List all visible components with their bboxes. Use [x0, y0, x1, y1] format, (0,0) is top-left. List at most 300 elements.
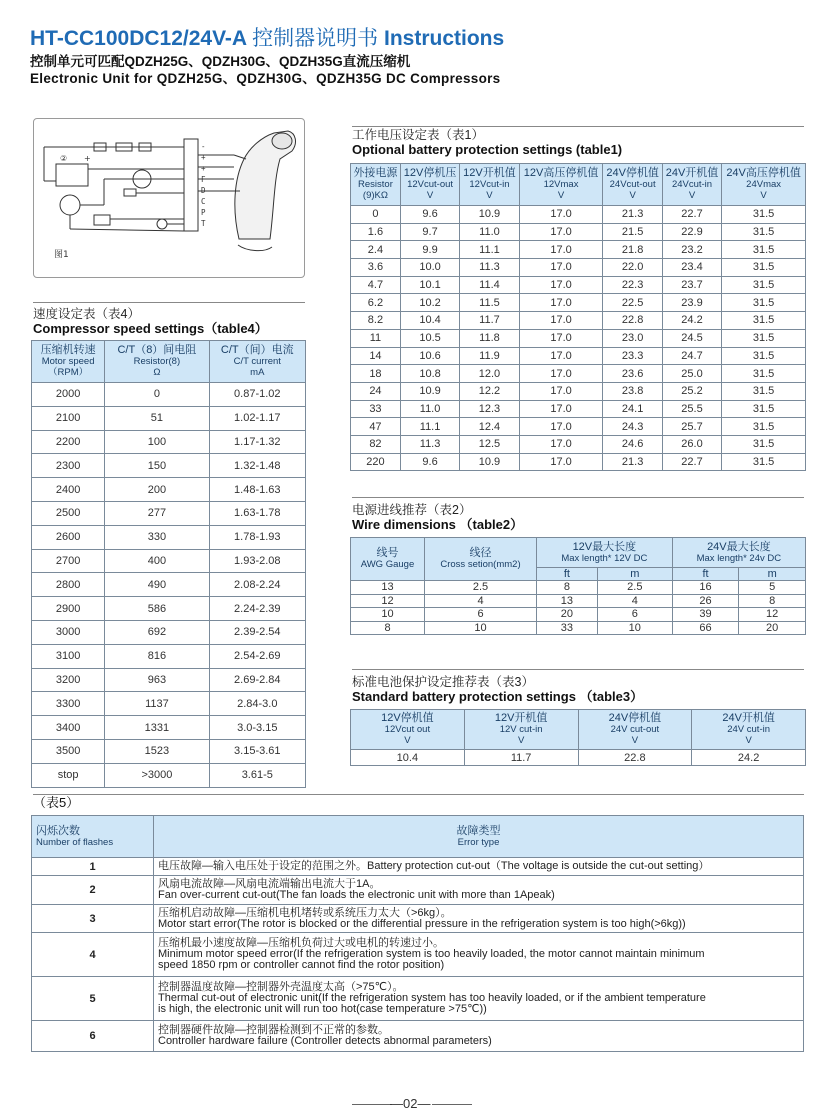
header-cell: 故障类型 Error type	[154, 816, 804, 858]
table-cell: 24.3	[603, 418, 662, 436]
table-cell: 22.7	[662, 206, 721, 224]
flash-count: 2	[32, 876, 154, 905]
header-cell: 压缩机转速 Motor speed （RPM）	[32, 341, 105, 383]
terminal-label: +	[201, 153, 206, 162]
table-cell: 2.4	[351, 241, 401, 259]
table-cell: 3.0-3.15	[209, 716, 305, 740]
divider	[33, 794, 804, 795]
table-cell: 10.6	[400, 347, 459, 365]
table-row	[32, 597, 306, 621]
table-cell: 2000	[32, 383, 105, 407]
table-cell: 18	[351, 365, 401, 383]
wiring-diagram	[33, 118, 305, 278]
table-cell: 10.5	[400, 329, 459, 347]
table-cell: 2500	[32, 501, 105, 525]
table-cell: 31.5	[722, 347, 806, 365]
table-cell: 26.0	[662, 435, 721, 453]
table-cell: 2.54-2.69	[209, 644, 305, 668]
table-cell: 21.5	[603, 223, 662, 241]
terminal-label: -	[201, 142, 206, 151]
table-cell: 31.5	[722, 206, 806, 224]
error-description: 风扇电流故障—风扇电流端输出电流大于1A。 Fan over-current cut-out(The fan loads the electronic unit with more than 1Apeak)	[154, 876, 804, 905]
table-cell: 9.9	[400, 241, 459, 259]
fan-shape	[60, 195, 80, 215]
table-cell: 10.2	[400, 294, 459, 312]
table-cell: 100	[105, 430, 209, 454]
table-row	[32, 478, 306, 502]
table-cell: 8	[537, 581, 598, 595]
divider	[33, 302, 305, 303]
table-row	[351, 223, 806, 241]
table-cell: 963	[105, 668, 209, 692]
table-cell: 2.5	[425, 581, 537, 595]
table-cell: 31.5	[722, 365, 806, 383]
table-cell: 20	[739, 621, 806, 635]
table-cell: 14	[351, 347, 401, 365]
table-cell: 24.7	[662, 347, 721, 365]
table-cell: 2600	[32, 525, 105, 549]
header-cell: 外接电源 Resistor (9)KΩ	[351, 164, 401, 206]
table-row	[32, 430, 306, 454]
divider	[432, 1104, 472, 1105]
table-cell: 0.87-1.02	[209, 383, 305, 407]
table4-title-en: Compressor speed settings（table4）	[33, 321, 268, 336]
table-cell: 17.0	[519, 453, 603, 471]
table-row	[32, 1021, 804, 1052]
table-cell: 17.0	[519, 259, 603, 277]
table-cell: 3200	[32, 668, 105, 692]
table-cell: 47	[351, 418, 401, 436]
table-cell: 31.5	[722, 223, 806, 241]
table-cell: stop	[32, 763, 105, 787]
table-cell: 9.6	[400, 453, 459, 471]
terminal-block	[184, 139, 198, 231]
table-row	[32, 549, 306, 573]
header-cell: 24V停机值 24V cut-out V	[578, 710, 692, 750]
table-cell: 17.0	[519, 418, 603, 436]
flash-count: 6	[32, 1021, 154, 1052]
header-cell: 12V最大长度 Max length* 12V DC	[537, 538, 673, 568]
table-cell: 3.6	[351, 259, 401, 277]
header-cell: 24V最大长度 Max length* 24v DC	[672, 538, 805, 568]
table-row	[351, 259, 806, 277]
unit-cell: ft	[672, 568, 739, 581]
table-cell: 17.0	[519, 241, 603, 259]
table-cell: 31.5	[722, 418, 806, 436]
table-cell: 8.2	[351, 312, 401, 330]
table-row	[351, 581, 806, 595]
table-cell: 1.32-1.48	[209, 454, 305, 478]
table-cell: 17.0	[519, 329, 603, 347]
table-cell: 10.4	[351, 750, 465, 766]
table-cell: 31.5	[722, 382, 806, 400]
table-row	[32, 501, 306, 525]
table-cell: 2800	[32, 573, 105, 597]
divider	[352, 497, 804, 498]
table-row	[351, 435, 806, 453]
table-row	[32, 454, 306, 478]
table-cell: 13	[537, 594, 598, 608]
table4-title-cn: 速度设定表（表4）	[33, 307, 140, 321]
table-cell: 3.15-3.61	[209, 739, 305, 763]
table-cell: 31.5	[722, 400, 806, 418]
error-description: 控制器硬件故障—控制器检测到不正常的参数。 Controller hardware failure (Controller detects abnormal parameters)	[154, 1021, 804, 1052]
table-cell: 22.8	[578, 750, 692, 766]
table4	[31, 340, 306, 788]
table-cell: 10.9	[400, 382, 459, 400]
table-cell: 31.5	[722, 241, 806, 259]
table-cell: 10	[597, 621, 672, 635]
table-cell: 10.0	[400, 259, 459, 277]
table-row	[32, 716, 306, 740]
table-cell: 11.0	[400, 400, 459, 418]
table-cell: 2.69-2.84	[209, 668, 305, 692]
table-cell: 1331	[105, 716, 209, 740]
table-cell: 692	[105, 620, 209, 644]
table-row	[32, 383, 306, 407]
table-cell: 2.84-3.0	[209, 692, 305, 716]
wiring-diagram-svg	[34, 119, 304, 277]
table-cell: 17.0	[519, 382, 603, 400]
table-cell: 1.93-2.08	[209, 549, 305, 573]
table-cell: 23.4	[662, 259, 721, 277]
page-number: —02—	[390, 1096, 431, 1111]
table-row	[351, 276, 806, 294]
table-cell: 82	[351, 435, 401, 453]
table-cell: 0	[351, 206, 401, 224]
page-title	[30, 22, 504, 52]
flash-count: 1	[32, 858, 154, 876]
table-cell: 330	[105, 525, 209, 549]
table-cell: 2.08-2.24	[209, 573, 305, 597]
subtitle-cn: 控制单元可匹配QDZH25G、QDZH30G、QDZH35G直流压缩机	[30, 54, 411, 69]
table-row	[351, 594, 806, 608]
error-description: 控制器温度故障—控制器外壳温度太高（>75℃）。 Thermal cut-out of electronic unit(If the refrigeration system has too heavily loaded, or if the ambient temperature is high, the electronic unit will run too hot(case temperature >75℃))	[154, 977, 804, 1021]
table-cell: 1.6	[351, 223, 401, 241]
table-cell: 24.6	[603, 435, 662, 453]
table-cell: 3400	[32, 716, 105, 740]
table-row	[351, 329, 806, 347]
table2-title-en: Wire dimensions （table2）	[352, 517, 524, 532]
table-cell: 11	[351, 329, 401, 347]
table3-heading	[352, 675, 643, 704]
table-row	[32, 525, 306, 549]
table-cell: 16	[672, 581, 739, 595]
table-cell: 21.8	[603, 241, 662, 259]
table-cell: 1523	[105, 739, 209, 763]
table-row	[32, 858, 804, 876]
table-cell: 11.7	[464, 750, 578, 766]
table-cell: 12	[351, 594, 425, 608]
table-cell: 2700	[32, 549, 105, 573]
svg-text:②: ②	[60, 154, 68, 163]
table-cell: 11.8	[460, 329, 519, 347]
table1-heading	[352, 128, 622, 157]
table-row	[351, 608, 806, 622]
table-cell: 23.7	[662, 276, 721, 294]
table-cell: 10.8	[400, 365, 459, 383]
table-cell: 17.0	[519, 435, 603, 453]
table-cell: 23.6	[603, 365, 662, 383]
table-cell: 12	[739, 608, 806, 622]
table-cell: 5	[739, 581, 806, 595]
table-cell: 4.7	[351, 276, 401, 294]
table-cell: 2200	[32, 430, 105, 454]
table-row	[32, 763, 306, 787]
table-cell: 3000	[32, 620, 105, 644]
table-row	[32, 406, 306, 430]
title-cn: 控制器说明书	[252, 27, 379, 50]
table1-title-cn: 工作电压设定表（表1）	[352, 128, 484, 142]
table-cell: 10.9	[460, 206, 519, 224]
flash-count: 4	[32, 933, 154, 977]
table-cell: 11.1	[460, 241, 519, 259]
table-cell: 21.3	[603, 206, 662, 224]
table-row	[351, 241, 806, 259]
flash-count: 5	[32, 977, 154, 1021]
table-cell: 21.3	[603, 453, 662, 471]
table-cell: 12.3	[460, 400, 519, 418]
flash-count: 3	[32, 905, 154, 933]
table-cell: 8	[351, 621, 425, 635]
table-row	[351, 382, 806, 400]
table-cell: 22.3	[603, 276, 662, 294]
svg-text:+: +	[84, 154, 91, 163]
table-row	[351, 347, 806, 365]
table-row	[351, 312, 806, 330]
error-description: 压缩机最小速度故障—压缩机负荷过大或电机的转速过小。 Minimum motor speed error(If the refrigeration system is too heavily loaded, the motor cannot maintain minimum speed 1850 rpm or controller cannot find the rotor position)	[154, 933, 804, 977]
terminal-label: +	[201, 164, 206, 173]
table-cell: 26	[672, 594, 739, 608]
header-cell: 线号 AWG Gauge	[351, 538, 425, 581]
header-cell: 24V开机值 24V cut-in V	[692, 710, 806, 750]
table-cell: 3100	[32, 644, 105, 668]
table-cell: 22.7	[662, 453, 721, 471]
table3	[350, 709, 806, 766]
table-cell: 66	[672, 621, 739, 635]
table-cell: 2100	[32, 406, 105, 430]
header-cell: 12V停机值 12Vcut out V	[351, 710, 465, 750]
table-cell: 22.0	[603, 259, 662, 277]
table-row	[351, 453, 806, 471]
table-cell: 6	[425, 608, 537, 622]
table-cell: 10	[425, 621, 537, 635]
table-cell: 23.0	[603, 329, 662, 347]
table-cell: 22.9	[662, 223, 721, 241]
header-cell: 24V停机值 24Vcut-out V	[603, 164, 662, 206]
table-cell: 1.17-1.32	[209, 430, 305, 454]
table3-title-en: Standard battery protection settings （table3）	[352, 689, 644, 704]
unit-cell: m	[597, 568, 672, 581]
table-cell: 277	[105, 501, 209, 525]
divider	[352, 669, 804, 670]
table-row	[32, 977, 804, 1021]
unit-cell: m	[739, 568, 806, 581]
table5-heading	[33, 795, 79, 810]
table-cell: 11.1	[400, 418, 459, 436]
table-cell: 25.5	[662, 400, 721, 418]
table-cell: 20	[537, 608, 598, 622]
table-cell: 1.63-1.78	[209, 501, 305, 525]
table-cell: 3300	[32, 692, 105, 716]
table-cell: 1.48-1.63	[209, 478, 305, 502]
table-cell: 12.5	[460, 435, 519, 453]
figure-caption: 图1	[54, 250, 69, 260]
table-cell: 17.0	[519, 312, 603, 330]
table-row	[351, 621, 806, 635]
table-cell: 6.2	[351, 294, 401, 312]
table3-title-cn: 标准电池保护设定推荐表（表3）	[352, 675, 534, 689]
table-cell: 490	[105, 573, 209, 597]
unit-cell: ft	[537, 568, 598, 581]
table-cell: 2.39-2.54	[209, 620, 305, 644]
table-cell: 11.9	[460, 347, 519, 365]
table-cell: 816	[105, 644, 209, 668]
table-cell: 0	[105, 383, 209, 407]
header-cell: 24V开机值 24Vcut-in V	[662, 164, 721, 206]
subtitle-en: Electronic Unit for QDZH25G、QDZH30G、QDZH35G DC Compressors	[30, 71, 501, 86]
table-row	[32, 933, 804, 977]
divider	[352, 1104, 392, 1105]
table-row	[351, 206, 806, 224]
table-row	[32, 644, 306, 668]
table-cell: 2900	[32, 597, 105, 621]
table-cell: 12.2	[460, 382, 519, 400]
table-cell: 220	[351, 453, 401, 471]
divider	[352, 126, 804, 127]
table-cell: 9.7	[400, 223, 459, 241]
error-description: 电压故障—输入电压处于设定的范围之外。Battery protection cut-out（The voltage is outside the cut-out setting）	[154, 858, 804, 876]
table-cell: 6	[597, 608, 672, 622]
table-cell: 10.1	[400, 276, 459, 294]
table-cell: 24.2	[692, 750, 806, 766]
table-cell: 23.3	[603, 347, 662, 365]
table-row	[32, 573, 306, 597]
error-description: 压缩机启动故障—压缩机电机堵转或系统压力太大（>6kg）。 Motor start error(The rotor is blocked or the differential pressure in the refrigeration system is too high(>6kg))	[154, 905, 804, 933]
table-cell: 11.7	[460, 312, 519, 330]
table-cell: 33	[351, 400, 401, 418]
table-cell: 31.5	[722, 294, 806, 312]
table-cell: 4	[425, 594, 537, 608]
table-cell: 31.5	[722, 453, 806, 471]
table-cell: 2.5	[597, 581, 672, 595]
table-row	[32, 620, 306, 644]
table-cell: 2400	[32, 478, 105, 502]
table-cell: 17.0	[519, 223, 603, 241]
header-cell: C/T（间）电流 C/T current mA	[209, 341, 305, 383]
header-cell: 12V开机值 12V cut-in V	[464, 710, 578, 750]
table-cell: 4	[597, 594, 672, 608]
table-row	[32, 876, 804, 905]
table-cell: 12.0	[460, 365, 519, 383]
table1	[350, 163, 806, 471]
table-cell: 25.0	[662, 365, 721, 383]
header-cell: 12V高压停机值 12Vmax V	[519, 164, 603, 206]
table-cell: 11.4	[460, 276, 519, 294]
table-cell: 3.61-5	[209, 763, 305, 787]
table-cell: 22.8	[603, 312, 662, 330]
table-cell: 17.0	[519, 400, 603, 418]
table-cell: 1.78-1.93	[209, 525, 305, 549]
table-cell: 13	[351, 581, 425, 595]
header-cell: 24V高压停机值 24Vmax V	[722, 164, 806, 206]
table-cell: 22.5	[603, 294, 662, 312]
table-cell: 586	[105, 597, 209, 621]
terminal-label: D	[201, 186, 206, 195]
table1-title-en: Optional battery protection settings (table1)	[352, 142, 623, 157]
table-cell: 2300	[32, 454, 105, 478]
table-cell: 3500	[32, 739, 105, 763]
header-cell: 12V开机值 12Vcut-in V	[460, 164, 519, 206]
table-cell: 31.5	[722, 276, 806, 294]
model-number: HT-CC100DC12/24V-A	[30, 27, 247, 50]
table-cell: 8	[739, 594, 806, 608]
table-cell: 1137	[105, 692, 209, 716]
table-cell: 400	[105, 549, 209, 573]
table5	[31, 815, 804, 1052]
table-cell: 24.2	[662, 312, 721, 330]
table-cell: 10	[351, 608, 425, 622]
table-cell: 2.24-2.39	[209, 597, 305, 621]
table4-heading	[33, 307, 268, 336]
table-cell: 33	[537, 621, 598, 635]
table2-heading	[352, 503, 523, 532]
table-cell: 11.5	[460, 294, 519, 312]
table-cell: 200	[105, 478, 209, 502]
table-cell: 10.4	[400, 312, 459, 330]
table-cell: 25.2	[662, 382, 721, 400]
table-cell: 25.7	[662, 418, 721, 436]
table-cell: 11.0	[460, 223, 519, 241]
table-cell: 23.2	[662, 241, 721, 259]
table-cell: 17.0	[519, 276, 603, 294]
header-cell: 闪烁次数 Number of flashes	[32, 816, 154, 858]
table-cell: 12.4	[460, 418, 519, 436]
terminal-label: T	[201, 219, 206, 228]
header-cell: 线径 Cross setion(mm2)	[425, 538, 537, 581]
table5-title: （表5）	[33, 795, 80, 810]
table-row	[351, 365, 806, 383]
table2-title-cn: 电源进线推荐（表2）	[352, 503, 472, 517]
table-cell: 51	[105, 406, 209, 430]
header-cell: C/T（8）间电阻 Resistor(8) Ω	[105, 341, 209, 383]
table-cell: 23.9	[662, 294, 721, 312]
table-cell: 31.5	[722, 259, 806, 277]
table-cell: 17.0	[519, 347, 603, 365]
table-row	[32, 905, 804, 933]
table-row	[32, 668, 306, 692]
terminal-label: P	[201, 208, 206, 217]
table-cell: 31.5	[722, 329, 806, 347]
table-cell: 39	[672, 608, 739, 622]
table-cell: 17.0	[519, 206, 603, 224]
table-cell: 24	[351, 382, 401, 400]
table-cell: 150	[105, 454, 209, 478]
terminal-label: C	[201, 197, 206, 206]
table-cell: 11.3	[460, 259, 519, 277]
table-cell: 1.02-1.17	[209, 406, 305, 430]
header-cell: 12V停机压 12Vcut-out V	[400, 164, 459, 206]
table-cell: 31.5	[722, 312, 806, 330]
table-cell: 9.6	[400, 206, 459, 224]
table-cell: 23.8	[603, 382, 662, 400]
table-cell: 31.5	[722, 435, 806, 453]
table-row	[32, 692, 306, 716]
battery-shape	[56, 164, 88, 186]
table-row	[351, 418, 806, 436]
table-cell: 24.5	[662, 329, 721, 347]
table-cell: 24.1	[603, 400, 662, 418]
